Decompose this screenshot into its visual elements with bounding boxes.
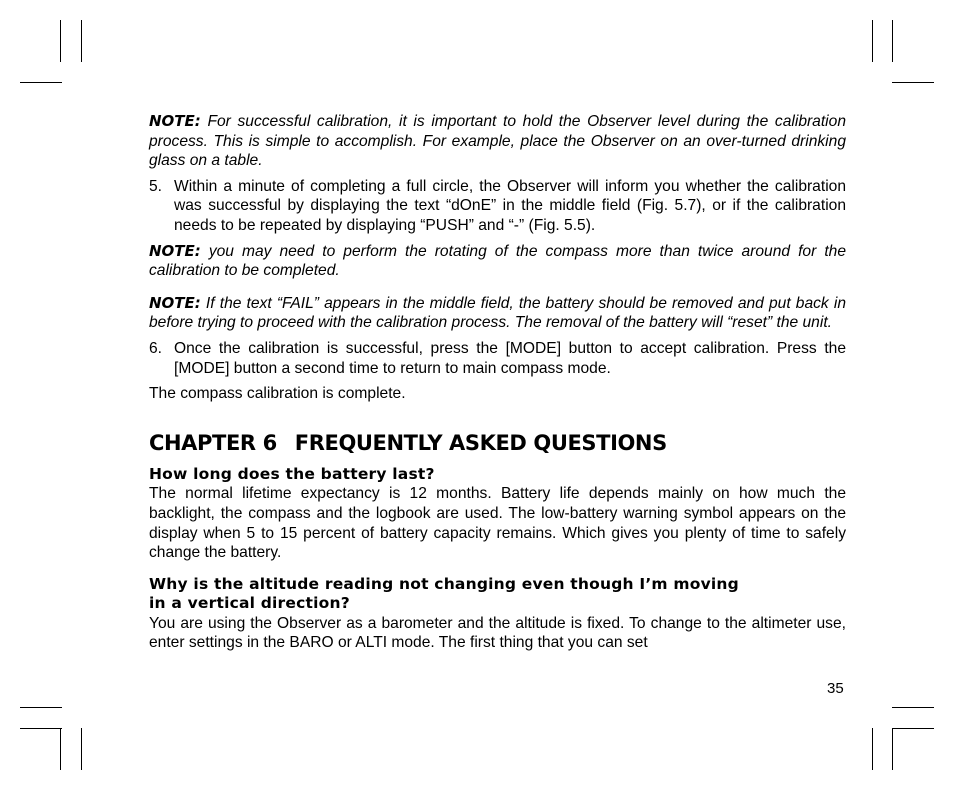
crop-mark xyxy=(20,728,62,729)
crop-mark xyxy=(81,20,82,62)
note-text: you may need to perform the rotating of the compass more than twice around for the calibration to be completed. xyxy=(149,242,846,280)
step-6 xyxy=(149,339,846,378)
faq-question-line: Why is the altitude reading not changing even though I’m moving xyxy=(149,574,739,593)
note-label: NOTE: xyxy=(149,112,201,130)
crop-mark xyxy=(60,20,61,62)
note-text: If the text “FAIL” appears in the middle field, the battery should be removed and put back in before trying to proceed with the calibration process. The removal of the battery will “reset” the unit. xyxy=(149,294,846,332)
faq-answer-altitude: You are using the Observer as a barometer and the altitude is fixed. To change to the altimeter use, enter settings in the BARO or ALTI mode. The first thing that you can set xyxy=(149,614,846,652)
step-text: Once the calibration is successful, press the [MODE] button to accept calibration. Press the [MODE] button a second time to return to main compass mode. xyxy=(174,339,846,377)
page-number: 35 xyxy=(827,680,844,697)
step-number: 5. xyxy=(149,177,163,195)
faq-question-line: in a vertical direction? xyxy=(149,594,350,613)
calibration-complete-text: The compass calibration is complete. xyxy=(149,385,406,403)
chapter-number: CHAPTER 6 xyxy=(149,430,277,455)
step-5 xyxy=(149,177,846,236)
crop-mark xyxy=(81,728,82,770)
faq-question-battery: How long does the battery last? xyxy=(149,464,435,483)
note-fail xyxy=(149,294,846,333)
step-number: 6. xyxy=(149,339,163,357)
chapter-heading xyxy=(149,430,846,456)
crop-mark xyxy=(60,728,61,770)
crop-mark xyxy=(892,728,893,770)
page-content xyxy=(149,112,846,653)
faq-question-altitude xyxy=(149,575,846,614)
note-text: For successful calibration, it is important to hold the Observer level during the calibration process. This is simple to accomplish. For example, place the Observer on an over-turned drinking glass on a table. xyxy=(149,113,846,170)
step-text: Within a minute of completing a full circle, the Observer will inform you whether the calibration was successful by displaying the text “dOnE” in the middle field (Fig. 5.7), or if the calibration needs to be repeated by displaying “PUSH” and “-” (Fig. 5.5). xyxy=(174,177,846,234)
crop-mark xyxy=(892,728,934,729)
crop-mark xyxy=(872,20,873,62)
crop-mark xyxy=(892,707,934,708)
crop-mark xyxy=(892,82,934,83)
note-label: NOTE: xyxy=(149,241,201,260)
crop-mark xyxy=(872,728,873,770)
crop-mark xyxy=(20,82,62,83)
crop-mark xyxy=(20,707,62,708)
note-label: NOTE: xyxy=(149,293,201,312)
faq-answer-battery: The normal lifetime expectancy is 12 months. Battery life depends mainly on how much the backlight, the compass and the logbook are used. The low-battery warning symbol appears on the display when 5 to 15 percent of battery capacity remains. Which gives you plenty of time to safely change the battery. xyxy=(149,485,846,562)
note-rotate-more xyxy=(149,242,846,281)
chapter-title: FREQUENTLY ASKED QUESTIONS xyxy=(294,430,667,455)
note-calibration-level xyxy=(149,112,846,171)
crop-mark xyxy=(892,20,893,62)
